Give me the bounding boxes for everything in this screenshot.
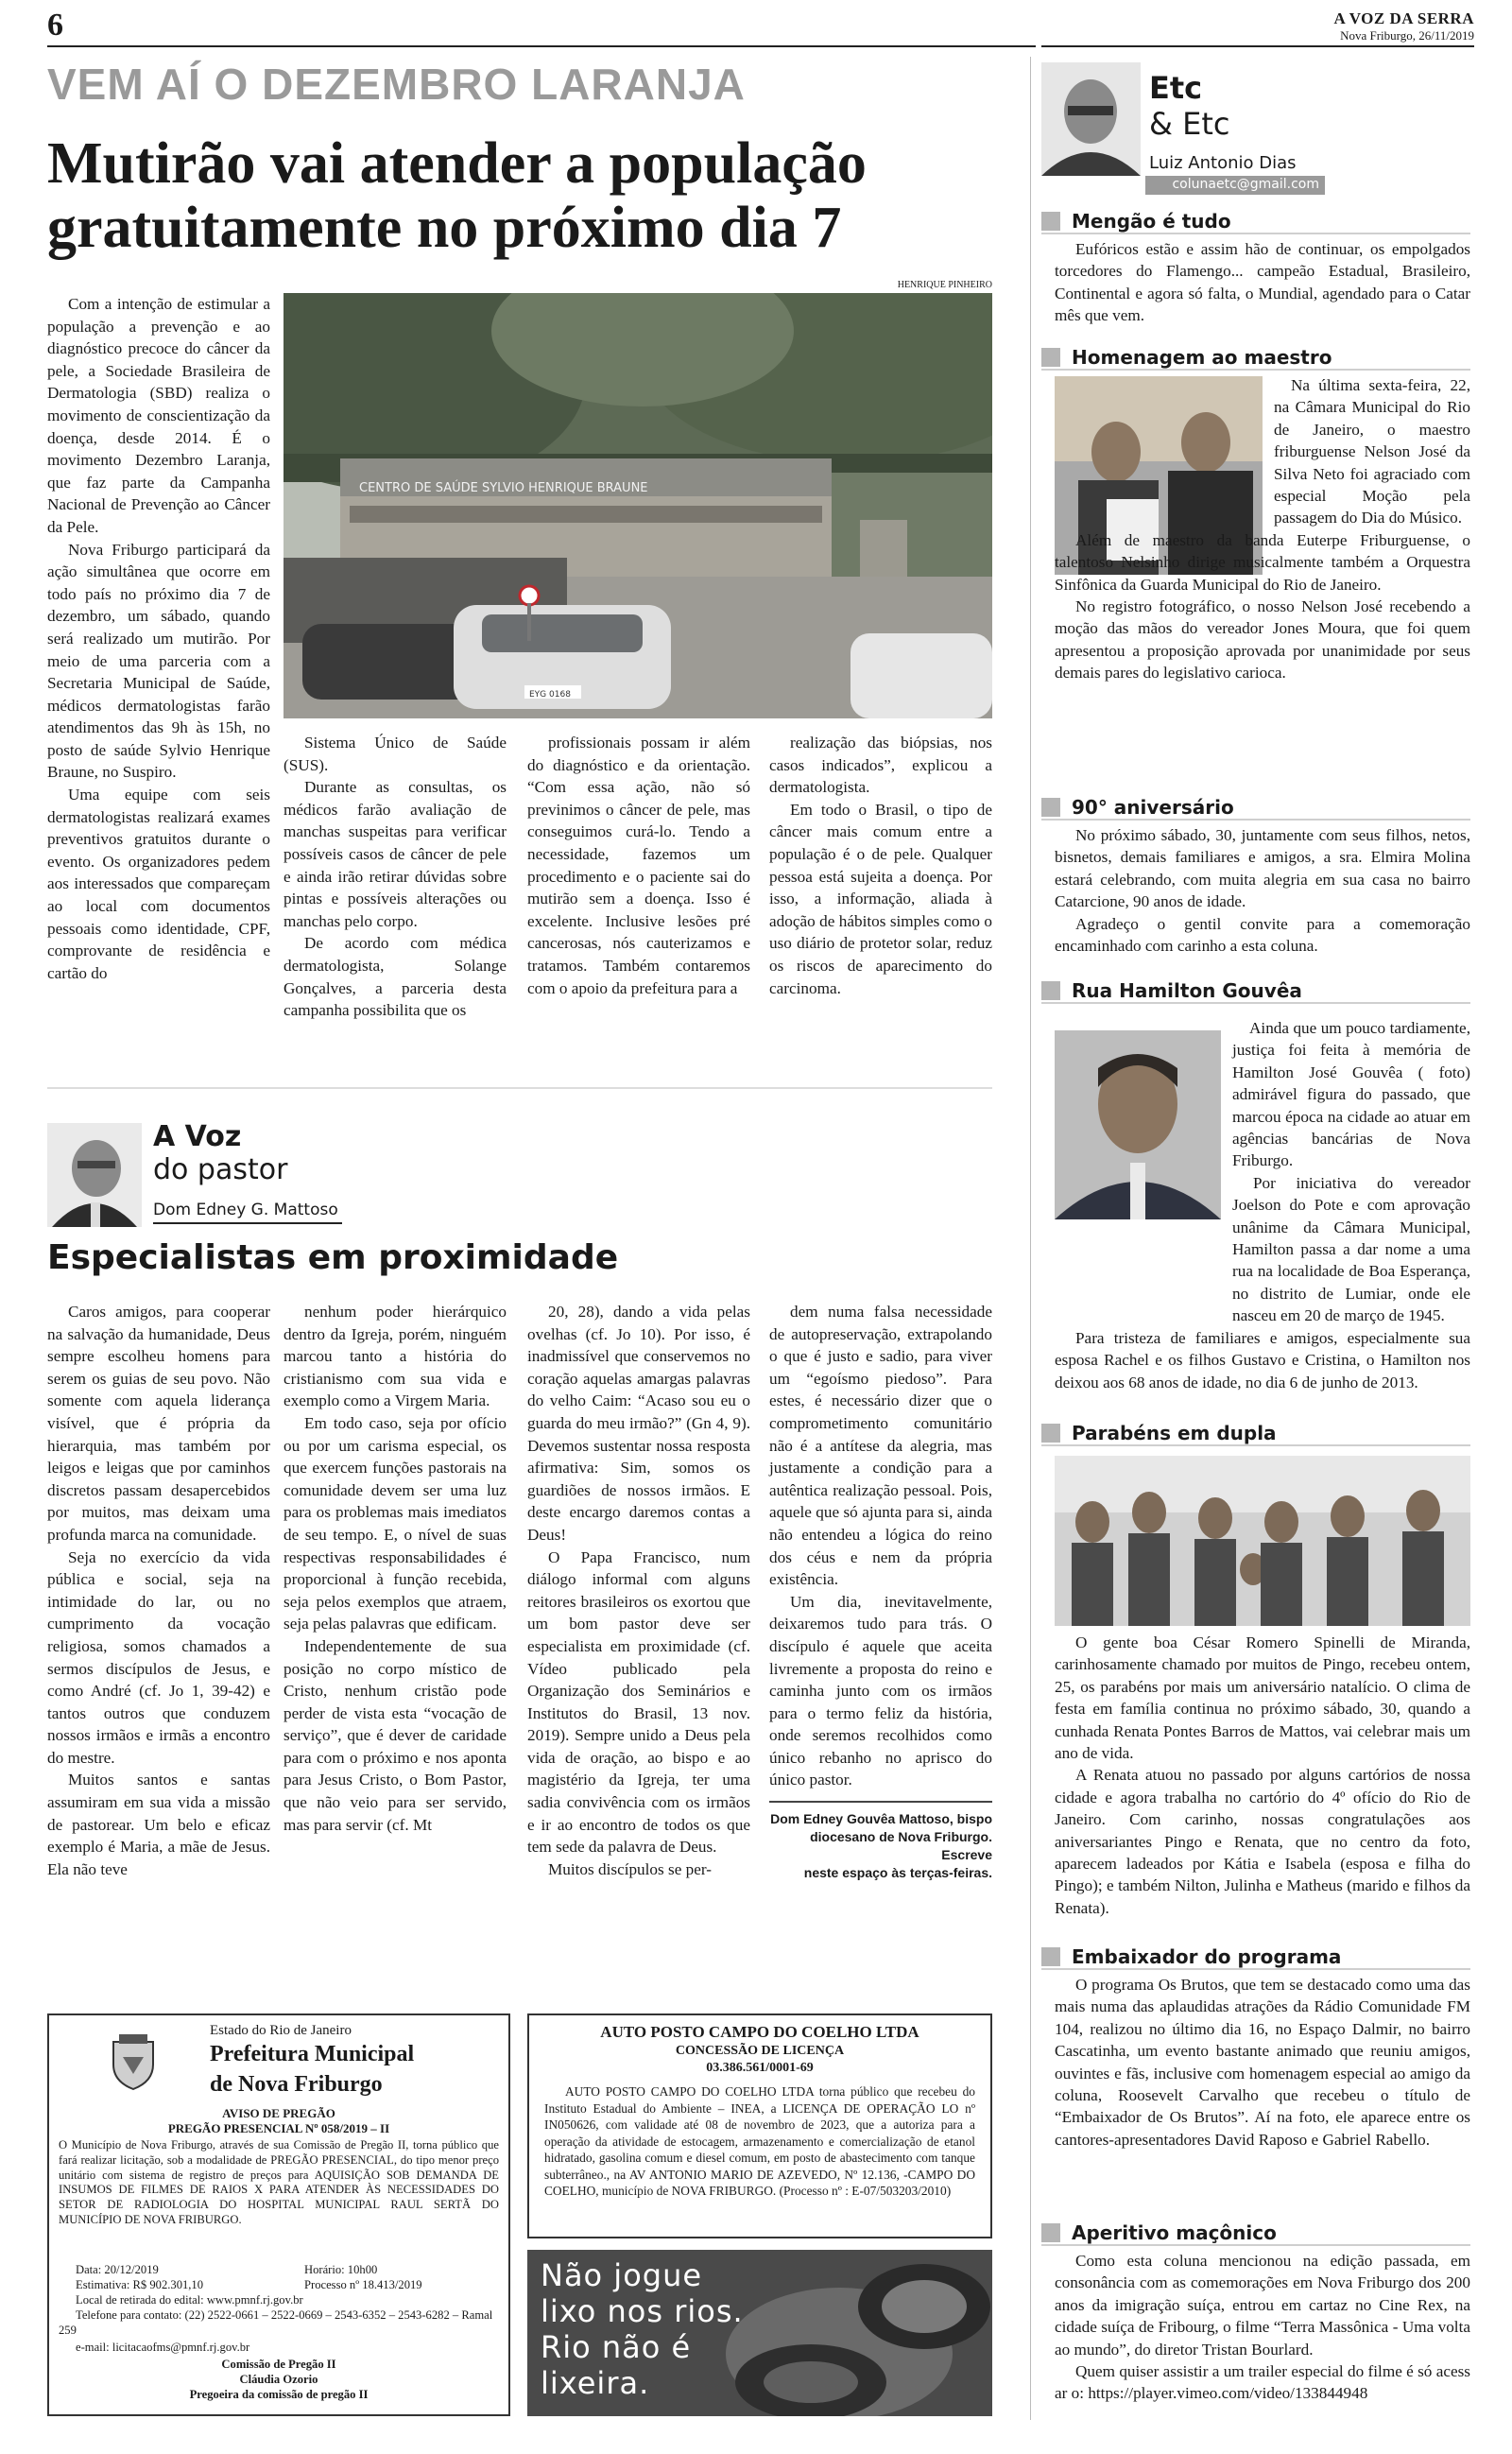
health-center-illustration [284, 293, 992, 718]
signature-rule [769, 1801, 992, 1803]
section-paragraph: O programa Os Brutos, que tem se destacado como uma das mais numa das aplaudidas atrações da Rádio Comunidade FM 104, realizou no último dia 16, no Espaço Dalmir, no bairro Cascatinha, um evento bastante animado que reuniu amigos, ouvintes e fãs, inclusive com homenagem especial ao amigo da coluna, Roosevelt Carvalho que recebeu o título de “Embaixador de Os Brutos”. Aí na foto, ele aparece entre os cantores-apresentadores David Raposo e Gabriel Rabello. [1055, 1976, 1470, 2149]
section-body [1055, 2250, 1470, 2405]
section-paragraph: Na última sexta-feira, 22, na Câmara Municipal do Rio de Janeiro, o maestro friburguense Nelson José da Silva Neto foi agraciado com especial Moção pela passagem do Dia do Músico. [1274, 376, 1470, 527]
pastor-column-1 [47, 1301, 270, 1880]
section-paragraph: No próximo sábado, 30, juntamente com seus filhos, netos, bisnetos, demais familiares e amigos, a sra. Elmira Molina estará celebrando, com muita alegria em sua casa no bairro Catarcione, 90 anos de idade. [1055, 826, 1470, 911]
prefeitura-state: Estado do Rio de Janeiro [210, 2023, 352, 2038]
auto-posto-notice [527, 2013, 992, 2238]
pastor-paragraph: O Papa Francisco, num diálogo informal com alguns reitores brasileiros os exortou que um bom pastor deve ser especialista em proximidade (cf. Vídeo publicado pela Organização dos Seminários e Institutos do Brasil, 13 nov. 2019). Sempre unido a Deus pela vida de oração, ao bispo e ao magistério da Igreja, ter uma sadia convivência com os irmãos e ir ao encontro de todos os que tem sede da palavra de Deus. [527, 1547, 750, 1857]
article-paragraph: realização das biópsias, nos casos indicados”, explicou a dermatologista. [769, 734, 992, 797]
notice-body: O Município de Nova Friburgo, através de sua Comissão de Pregão II, torna público que fará realizar licitação, sob a modalidade de PREGÃO PRESENCIAL, do tipo menor preço unitário com sistema de registro de preços para AQUISIÇÃO SOB DEMANDA DE INSUMOS DE FILMES DE RAIOS X PARA ATENDER ÀS NECESSIDADES DO SETOR DE RADIOLOGIA DO HOSPITAL MUNICIPAL RAUL SERTÃ DO MUNICÍPIO DE NOVA FRIBURGO. [59, 2138, 499, 2226]
section-paragraph: Quem quiser assistir a um trailer especial do filme é só acessar o: https://player.vimeo.com/video/133844948 [1055, 2362, 1470, 2403]
section-header [1041, 1945, 1470, 1968]
pastor-column-4 [769, 1301, 992, 1882]
article-paragraph: Durante as consultas, os médicos farão avaliação de manchas suspeitas para verificar possíveis casos de câncer de pele e ainda irão retirar dúvidas sobre pintas e possíveis alterações ou manchas pelo corpo. [284, 778, 507, 930]
section-paragraph: Agradeço o gentil convite para a comemoração encaminhado com carinho a esta coluna. [1055, 914, 1470, 956]
ad-line-2: lixo nos rios. [541, 2293, 744, 2329]
section-body [1055, 824, 1470, 957]
etc-author: Luiz Antonio Dias [1149, 153, 1297, 173]
section-paragraph: Para tristeza de familiares e amigos, especialmente sua esposa Rachel e os filhos Gustavo e Cristina, o Hamilton nos deixou aos 68 anos de idade, no dia 6 de junho de 2013. [1055, 1328, 1470, 1391]
article-paragraph: Nova Friburgo participará da ação simultânea que ocorre em todo país no próximo dia 7 de dezembro, um sábado, quando será realizado um mutirão. Por meio de uma parceria com a Secretaria Municipal de Saúde, médicos dermatologistas farão atendimentos das 9h às 15h, no posto de saúde Sylvio Henrique Braune, no Suspiro. [47, 540, 270, 782]
article-paragraph: profissionais possam ir além do diagnóstico e da orientação. “Com essa ação, não só previnimos o câncer de pele, mas conseguimos curá-lo. Tendo a necessidade, fazemos um procedimento e o paciente sai do mutirão sem a doença. Isso é excelente. Inclusive lesões pré cancerosas, nós cauterizamos e tratamos. Também contaremos com o apoio da prefeitura para a [527, 734, 750, 997]
section-header [1041, 210, 1470, 233]
notice-sign-1: Comissão de Pregão II [221, 2358, 336, 2371]
notice-process: Processo nº 18.413/2019 [304, 2278, 422, 2291]
section-paragraph: Ainda que um pouco tardiamente, justiça foi feita à memória de Hamilton José Gouvêa ( foto) admirável figura do passado, que marcou época na cidade ao atuar em agências bancárias de Nova Friburgo. [1232, 1019, 1470, 1170]
paper-name: A VOZ DA SERRA [1333, 9, 1474, 27]
notice-email: e-mail: licitacaofms@pmnf.rj.gov.br [76, 2341, 250, 2354]
prefeitura-notice [47, 2013, 510, 2416]
photo-credit: HENRIQUE PINHEIRO [897, 280, 992, 290]
article-paragraph: De acordo com médica dermatologista, Solange Gonçalves, a parceria desta campanha possibilita que os [284, 934, 507, 1020]
article-photo [284, 293, 992, 718]
section-title: Parabéns em dupla [1072, 1422, 1277, 1444]
posto-cnpj: 03.386.561/0001-69 [706, 2061, 814, 2075]
notice-title-2: PREGÃO PRESENCIAL Nº 058/2019 – II [167, 2121, 390, 2135]
article-paragraph: Sistema Único de Saúde (SUS). [284, 734, 507, 774]
notice-title-1: AVISO DE PREGÃO [222, 2106, 335, 2120]
section-body [1055, 374, 1470, 684]
family-photo [1055, 1456, 1470, 1626]
notice-sign-2: Cláudia Ozorio [239, 2373, 318, 2386]
notice-estimate: Estimativa: R$ 902.301,10 [76, 2278, 204, 2291]
pastor-paragraph: Caros amigos, para cooperar na salvação da humanidade, Deus sempre escolheu homens para serem os guias de seu povo. Não somente com aquela liderança visível, que é própria da hierarquia, mas também por leigos e leigas que por caminhos discretos passam desapercebidos por muitos, mas deixam uma profunda marca na comunidade. [47, 1303, 270, 1544]
pastor-top-rule [47, 1087, 992, 1089]
section-paragraph: No registro fotográfico, o nosso Nelson José recebendo a moção das mãos do vereador Jones Moura, que foi quem apresentou a proposição aprovada por unanimidade por seus demais pares do legislativo carioca. [1055, 597, 1470, 683]
section-body [1055, 238, 1470, 327]
article-paragraph: Com a intenção de estimular a população a prevenção e ao diagnóstico precoce do câncer da pele, a Sociedade Brasileira de Dermatologia (SBD) realiza o movimento de conscientização da doença, desde 2014. É o movimento Dezembro Laranja, que faz parte da Campanha Nacional de Prevenção ao Câncer da Pele. [47, 295, 270, 536]
prefeitura-name-1: Prefeitura Municipal [210, 2042, 415, 2066]
river-ad [527, 2250, 992, 2416]
section-body [1055, 1017, 1470, 1393]
posto-body: AUTO POSTO CAMPO DO COELHO LTDA torna público que recebeu do Instituto Estadual do Ambiente – INEA, a LICENÇA DE OPERAÇÃO LO nº IN050626, com validade até 08 de novembro de 2023, que a autoriza para a operação da atividade de estocagem, armazenamento e comercialização de etanol hidratado, gasolina comum e diesel comum, em posto de abastecimento com tanque subterrâneo., na AV ANTONIO MARIO DE AZEVEDO, Nº 12.136, -CAMPO DO COELHO, município de NOVA FRIBURGO. (Processo nº : E-07/503203/2010) [544, 2084, 975, 2198]
pastor-paragraph: Em todo caso, seja por ofício ou por um carisma especial, os que exercem funções pastorais na comunidade devem ser uma luz para os problemas mais imediatos de seu tempo. E, o nível de suas respectivas responsabilidades é proporcional à função recebida, seja pelos exemplos que atraem, seja pelas palavras que edificam. [284, 1413, 507, 1633]
article-headline-line1: Mutirão vai atender a população [47, 131, 867, 196]
family-group-illustration [1055, 1456, 1470, 1626]
article-paragraph: Uma equipe com seis dermatologistas realizará exames preventivos gratuitos durante o evento. Os organizadores pedem aos interessados que compareçam ao local com documentos pessoais como identidade, CPF, comprovante de residência e cartão do [47, 786, 270, 982]
pastor-signature-line: diocesano de Nova Friburgo. Escreve [810, 1829, 992, 1863]
article-headline-line2: gratuitamente no próximo dia 7 [47, 196, 842, 260]
header-rule [47, 45, 1036, 47]
page-number: 6 [47, 8, 63, 43]
article-column-4 [769, 732, 992, 999]
pastor-paragraph: Independentemente de sua posição no corpo místico de Cristo, nenhum cristão pode perder de vista esta “vocação de serviço”, que é dever de caridade para com o próximo e nos aponta para Jesus Cristo, o Bom Pastor, que não veio para ser servido, mas para servir (cf. Mt [284, 1636, 507, 1834]
ad-line-1: Não jogue [541, 2257, 703, 2293]
etc-title-1: Etc [1149, 70, 1203, 106]
section-paragraph: Eufóricos estão e assim hão de continuar, os empolgados torcedores do Flamengo... campeão Estadual, Brasileiro, Continental e agora só falta, o Mundial, agendado para o Catar mês que vem. [1055, 240, 1470, 325]
pastor-paragraph: nenhum poder hierárquico dentro da Igreja, porém, ninguém marcou tanto a história do cristianismo com sua vida e exemplo como a Virgem Maria. [284, 1303, 507, 1410]
pastor-column-title-1: A Voz [153, 1120, 242, 1153]
pastor-portrait [47, 1123, 142, 1227]
section-header [1041, 796, 1470, 819]
pastor-column-2 [284, 1301, 507, 1836]
columnist-portrait [1041, 62, 1141, 176]
article-column-2 [284, 732, 507, 1022]
article-kicker: VEM AÍ O DEZEMBRO LARANJA [47, 60, 746, 109]
section-paragraph: Por iniciativa do vereador Joelson do Pote e com aprovação unânime da Câmara Municipal, Hamilton passa a dar nome a uma rua na localidade de Boa Esperança, no distrito de Lumiar, onde ele nasceu em 20 de março de 1945. [1232, 1173, 1470, 1325]
etc-email: colunaetc@gmail.com [1172, 177, 1319, 192]
article-column-3 [527, 732, 750, 999]
car-plate: EYG 0168 [529, 690, 571, 700]
pastor-paragraph: dem numa falsa necessidade de autopreservação, extrapolando o que é justo e sadio, para viver um “egoísmo piedoso”. Para estes, é necessário dizer que o comprometimento comunitário não é a antítese da alegria, mas justamente a condição para a autêntica realização pessoal. Pois, aquele que só ajunta para si, ainda não entendeu a lógica do reino dos céus e nem da própria existência. [769, 1303, 992, 1589]
notice-phones: Telefone para contato: (22) 2522-0661 – 2522-0669 – 2543-6352 – 2543-6282 – Ramal 259 [59, 2308, 493, 2337]
header-rule-right [1041, 45, 1474, 47]
section-paragraph: A Renata atuou no passado por alguns cartórios de nossa cidade e agora trabalha no cartório do 4º ofício do Rio de Janeiro. Com carinho, nossas congratulações aos aniversariantes Pingo e Renata, que no centro da foto, aparecem ladeados por Kátia e Isabela (esposa e filha do Pingo); e também Nilton, Julinha e Matheus (marido e filhos da Renata). [1055, 1766, 1470, 1917]
section-title: Rua Hamilton Gouvêa [1072, 979, 1302, 1002]
section-title: Mengão é tudo [1072, 210, 1231, 233]
pastor-paragraph: Um dia, inevitavelmente, deixaremos tudo para trás. O discípulo é aquele que aceita livremente a proposta do reino e caminha junto com os irmãos para o termo feliz da história, onde seremos recolhidos como único rebanho no aprisco do único pastor. [769, 1592, 992, 1789]
pastor-paragraph: Muitos santos e santas assumiram em sua vida a missão de pastorear. Um belo e eficaz exemplo é Maria, a mãe de Jesus. Ela não teve [47, 1771, 270, 1878]
pastor-paragraph: Seja no exercício da vida pública e social, seja na intimidade do lar, ou no cumprimento da vocação religiosa, somos chamados a sermos discípulos de Jesus, e como André (cf. Jo 1, 39-42) e tantos outros que conduzem nossos irmãos e irmãs a encontro do mestre. [47, 1547, 270, 1767]
section-header [1041, 979, 1470, 1002]
dateline: Nova Friburgo, 26/11/2019 [1340, 28, 1474, 43]
pastor-column-title-2: do pastor [153, 1153, 288, 1186]
article-paragraph: Em todo o Brasil, o tipo de câncer mais comum entre a população é o de pele. Qualquer pessoa está sujeita a doença. Por isso, a informação, aliada à adoção de hábitos simples como o uso diário de protetor solar, reduz os riscos de aparecimento do carcinoma. [769, 800, 992, 997]
section-title: Aperitivo maçônico [1072, 2221, 1277, 2244]
section-header [1041, 2221, 1470, 2244]
pastor-signature-line: Dom Edney Gouvêa Mattoso, bispo [770, 1811, 992, 1827]
pastor-author-rule [153, 1222, 342, 1224]
section-title: Embaixador do programa [1072, 1945, 1342, 1968]
section-paragraph: O gente boa César Romero Spinelli de Miranda, carinhosamente chamado por muitos de Pingo, recebeu ontem, 25, os parabéns por mais um aniversário natalício. O clima de festa em família continua no próximo sábado, 30, quando a cunhada Renata Pontes Barros de Mattos, vai celebrar mais um ano de vida. [1055, 1633, 1470, 1763]
pastor-signature-line: neste espaço às terças-feiras. [803, 1865, 992, 1881]
ad-line-3: Rio não é [541, 2329, 692, 2365]
coat-of-arms-icon [106, 2032, 161, 2091]
notice-sign-3: Pregoeira da comissão de pregão II [189, 2388, 369, 2401]
section-title: Homenagem ao maestro [1072, 346, 1332, 369]
etc-column-divider [1030, 57, 1031, 2420]
pastor-column-3 [527, 1301, 750, 1880]
section-body [1055, 1632, 1470, 1919]
prefeitura-name-2: de Nova Friburgo [210, 2072, 383, 2097]
posto-title: AUTO POSTO CAMPO DO COELHO LTDA [600, 2023, 919, 2041]
columnist-face-icon [1041, 62, 1141, 176]
pastor-signature [769, 1810, 992, 1882]
posto-subtitle: CONCESSÃO DE LICENÇA [675, 2044, 845, 2058]
pastor-headline: Especialistas em proximidade [47, 1238, 619, 1277]
section-header [1041, 346, 1470, 369]
ad-line-4: lixeira. [541, 2365, 650, 2401]
section-header [1041, 1422, 1470, 1444]
section-body [1055, 1974, 1470, 2151]
pastor-paragraph: Muitos discípulos se per- [548, 1859, 712, 1878]
notice-date: Data: 20/12/2019 [76, 2263, 159, 2276]
section-paragraph: Como esta coluna mencionou na edição passada, em consonância com as comemorações em Nova Friburgo dos 200 anos da imigração suíça, entrou em cartaz no Cine Rex, na cidade suíça de Fribourg, o filme “Terra Massônica - Uma volta ao mundo”, do diretor Tristan Bourlard. [1055, 2252, 1470, 2359]
etc-title-2: & Etc [1149, 106, 1230, 142]
section-title: 90° aniversário [1072, 796, 1234, 819]
pastor-author: Dom Edney G. Mattoso [153, 1201, 338, 1219]
pastor-face-icon [47, 1123, 142, 1227]
section-paragraph: Além de maestro da banda Euterpe Friburguense, o talentoso Nelsinho dirige musicalmente também a Orquestra Sinfônica da Guarda Municipal do Rio de Janeiro. [1055, 530, 1470, 594]
notice-time: Horário: 10h00 [304, 2263, 378, 2276]
building-sign: CENTRO DE SAÚDE SYLVIO HENRIQUE BRAUNE [359, 481, 648, 495]
pastor-paragraph: 20, 28), dando a vida pelas ovelhas (cf. Jo 10). Por isso, é inadmissível que conservemos no coração aquelas amargas palavras do velho Caim: “Acaso sou eu o guarda do meu irmão?” (Gn 4, 9). Devemos sustentar nossa resposta afirmativa: Sim, somos os guardiões de nossos irmãos. E deste encargo daremos contas a Deus! [527, 1303, 750, 1544]
article-column-1 [47, 293, 270, 984]
notice-edital: Local de retirada do edital: www.pmnf.rj.gov.br [76, 2293, 303, 2307]
